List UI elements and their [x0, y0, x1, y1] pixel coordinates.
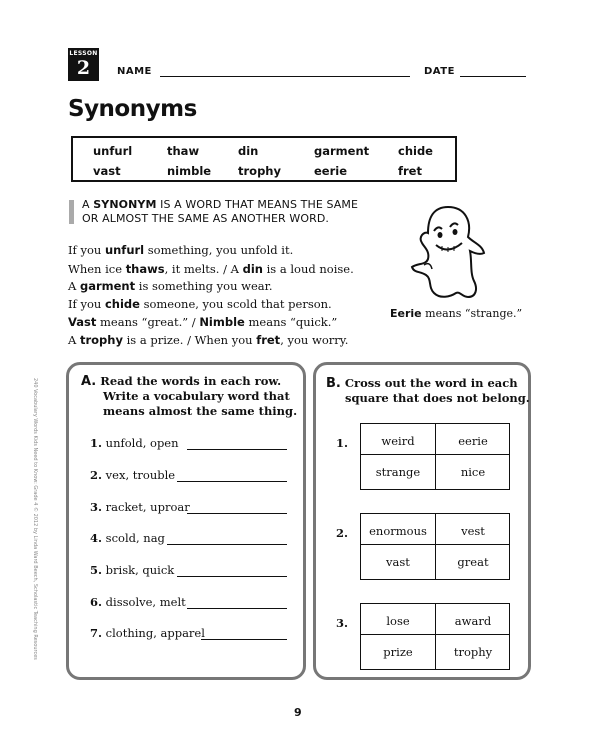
answer-blank[interactable] — [187, 608, 287, 609]
name-label: NAME — [117, 66, 152, 77]
exercise-item: 3. racket, uproar — [90, 500, 190, 514]
word: unfurl — [93, 144, 133, 158]
example-sentence: A trophy is a prize. / When you fret, you worry. — [68, 333, 349, 347]
eerie-caption: Eerie means “strange.” — [390, 307, 523, 320]
word: trophy — [238, 164, 281, 178]
word: fret — [398, 164, 422, 178]
section-a-heading-line2: Write a vocabulary word that — [103, 389, 290, 403]
exercise-item: 2. vex, trouble — [90, 468, 176, 482]
copyright-credit: 240 Vocabulary Words Kids Need to Know: Grade 4 © 2012 by Linda Ward Beech, Scholastic Teaching Resources — [32, 378, 38, 660]
date-label: DATE — [424, 66, 455, 77]
example-sentence: A garment is something you wear. — [68, 279, 273, 293]
word: garment — [314, 144, 370, 158]
word-square — [360, 603, 510, 670]
square-word[interactable]: vest — [461, 524, 485, 538]
exercise-item: 7. clothing, apparel — [90, 626, 205, 640]
answer-blank[interactable] — [187, 449, 287, 450]
example-sentence: Vast means “great.” / Nimble means “quick.” — [68, 315, 338, 329]
page-number: 9 — [294, 706, 302, 719]
section-a-heading-line3: means almost the same thing. — [103, 404, 298, 418]
section-a-heading: A. Read the words in each row. — [81, 374, 282, 389]
date-field[interactable] — [460, 76, 526, 77]
square-number: 3. — [336, 616, 349, 630]
word-square — [360, 423, 510, 490]
exercise-item: 1. unfold, open — [90, 436, 179, 450]
example-sentence: When ice thaws, it melts. / A din is a loud noise. — [68, 262, 354, 276]
square-word[interactable]: trophy — [453, 645, 493, 659]
word: thaw — [167, 144, 200, 158]
square-word[interactable]: vast — [386, 555, 410, 569]
lesson-label: LESSON — [69, 50, 98, 57]
exercise-item: 6. dissolve, melt — [90, 595, 186, 609]
answer-blank[interactable] — [167, 544, 287, 545]
square-word[interactable]: prize — [383, 645, 413, 659]
page-title: Synonyms — [68, 96, 197, 122]
word: din — [238, 144, 259, 158]
square-word[interactable]: award — [454, 614, 492, 628]
definition-bar — [69, 200, 74, 224]
square-number: 2. — [336, 526, 349, 540]
square-word[interactable]: weird — [381, 434, 415, 448]
name-field[interactable] — [160, 76, 410, 77]
word: eerie — [314, 164, 348, 178]
lesson-badge — [68, 48, 99, 81]
section-b-heading: B. Cross out the word in each — [326, 376, 518, 391]
ghost-illustration — [410, 203, 488, 303]
answer-blank[interactable] — [187, 513, 287, 514]
exercise-item: 5. brisk, quick — [90, 563, 175, 577]
lesson-number: 2 — [76, 57, 91, 79]
square-word[interactable]: nice — [460, 465, 486, 479]
definition-term: SYNONYM — [93, 198, 157, 211]
word: vast — [93, 164, 121, 178]
exercise-item: 4. scold, nag — [90, 531, 165, 545]
word: chide — [398, 144, 433, 158]
square-number: 1. — [336, 436, 349, 450]
synonym-definition: A SYNONYM IS A WORD THAT MEANS THE SAME OR ALMOST THE SAME AS ANOTHER WORD. — [82, 198, 359, 225]
word: nimble — [167, 164, 212, 178]
section-b-heading-line2: square that does not belong. — [345, 391, 530, 405]
example-sentence: If you chide someone, you scold that person. — [68, 297, 332, 311]
word-square — [360, 513, 510, 580]
square-word[interactable]: strange — [375, 465, 421, 479]
answer-blank[interactable] — [177, 576, 287, 577]
square-word[interactable]: eerie — [458, 434, 488, 448]
square-word[interactable]: enormous — [369, 524, 427, 538]
vocabulary-word-box — [71, 136, 457, 182]
answer-blank[interactable] — [201, 639, 287, 640]
answer-blank[interactable] — [177, 481, 287, 482]
square-word[interactable]: lose — [386, 614, 410, 628]
square-word[interactable]: great — [457, 555, 489, 569]
example-sentence: If you unfurl something, you unfold it. — [68, 243, 294, 257]
